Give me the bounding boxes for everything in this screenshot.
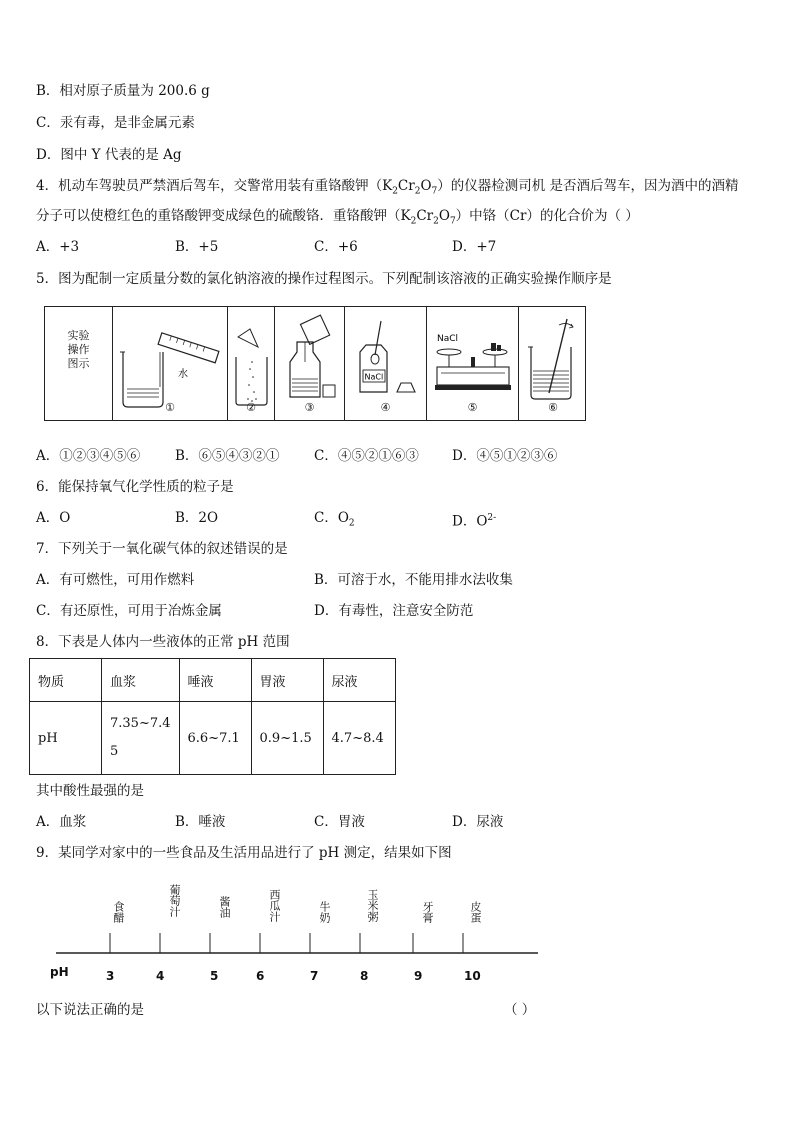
table-header-cell: 胃液 xyxy=(251,659,323,702)
table-cell: 4.7~8.4 xyxy=(323,702,395,775)
table-header-row xyxy=(30,659,396,702)
q6-option-d: D．$O^{2-}$ xyxy=(452,513,497,530)
q9-answer-paren: （ ） xyxy=(504,1002,536,1018)
scale-item-grape-juice: 葡萄汁 xyxy=(168,884,181,917)
table-cell: 7.35~7.4 5 xyxy=(102,702,180,775)
tick-label: 7 xyxy=(310,969,319,983)
q4-option-d: D．+7 xyxy=(452,239,497,255)
q7-option-a: A．有可燃性，可用作燃料 xyxy=(36,572,195,588)
ph-range-table xyxy=(29,658,396,775)
q5-option-b: B．⑥⑤④③②① xyxy=(175,448,280,464)
table-cell: 0.9~1.5 xyxy=(251,702,323,775)
q6-stem: 6．能保持氧气化学性质的粒子是 xyxy=(36,479,234,495)
step-1-pour-water: 水 ① xyxy=(112,307,227,420)
step-6-stir: ⑥ xyxy=(518,307,587,420)
q4-stem-line2: 分子可以使橙红色的重铬酸钾变成绿色的硫酸铬．重铬酸钾$(K_2Cr_2O_7)$中铬（Cr）的化合价为（ ） xyxy=(36,208,639,227)
svg-text:水: 水 xyxy=(178,369,188,380)
apparatus-figure xyxy=(44,306,586,421)
svg-text:NaCl: NaCl xyxy=(364,372,384,382)
step-3-pour-into-bottle: ③ xyxy=(274,307,344,420)
q8-option-d: D．尿液 xyxy=(452,814,504,830)
tick-label: 4 xyxy=(156,969,165,983)
scale-item-soy-sauce: 酱油 xyxy=(218,896,231,918)
scale-item-preserved-egg: 皮蛋 xyxy=(469,901,482,923)
q8-stem: 8．下表是人体内一些液体的正常 pH 范围 xyxy=(36,634,290,650)
scale-item-milk: 牛奶 xyxy=(318,901,331,923)
ph-axis-label: pH xyxy=(50,965,69,979)
q5-option-d: D．④⑤①②③⑥ xyxy=(452,448,558,464)
tick-label: 5 xyxy=(210,969,219,983)
table-cell: 6.6~7.1 xyxy=(179,702,251,775)
table-row xyxy=(30,702,396,775)
q5-option-c: C．④⑤②①⑥③ xyxy=(314,448,419,464)
q8-option-a: A．血浆 xyxy=(36,814,87,830)
table-cell: pH xyxy=(30,702,102,775)
table-header-cell: 物质 xyxy=(30,659,102,702)
scale-item-watermelon-juice: 西瓜汁 xyxy=(268,889,281,922)
q7-option-d: D．有毒性，注意安全防范 xyxy=(314,603,474,619)
table-header-cell: 唾液 xyxy=(179,659,251,702)
tick-label: 9 xyxy=(414,969,423,983)
q7-stem: 7．下列关于一氧化碳气体的叙述错误的是 xyxy=(36,541,288,557)
q4-stem-line1: 4．机动车驾驶员严禁酒后驾车，交警常用装有重铬酸钾$(K_2Cr_2O_7)$的仪器检测司机 是否酒后驾车，因为酒中的酒精 xyxy=(36,178,739,197)
q5-option-a: A．①②③④⑤⑥ xyxy=(36,448,141,464)
ph-scale-figure xyxy=(50,880,550,990)
q8-follow: 其中酸性最强的是 xyxy=(36,783,144,799)
svg-text:NaCl: NaCl xyxy=(437,334,459,344)
q8-option-b: B．唾液 xyxy=(175,814,226,830)
step-4-take-nacl: NaCl ④ xyxy=(344,307,426,420)
q8-option-c: C．胃液 xyxy=(314,814,365,830)
q3-option-c: C．汞有毒，是非金属元素 xyxy=(36,115,195,131)
q5-stem: 5．图为配制一定质量分数的氯化钠溶液的操作过程图示。下列配制该溶液的正确实验操作顺序是 xyxy=(36,271,612,287)
q4-option-b: B．+5 xyxy=(175,239,219,255)
tick-label: 6 xyxy=(256,969,265,983)
q4-option-a: A．+3 xyxy=(36,239,80,255)
q6-option-b: B．2O xyxy=(175,510,219,526)
scale-item-vinegar: 食醋 xyxy=(112,901,125,923)
q7-option-c: C．有还原性，可用于冶炼金属 xyxy=(36,603,222,619)
q9-follow: 以下说法正确的是 xyxy=(36,1002,144,1018)
figure-label-cell: 实验 操作 图示 xyxy=(67,329,90,370)
step-5-weigh-balance: NaCl ⑤ xyxy=(426,307,518,420)
q3-option-d: D．图中 Y 代表的是 Ag xyxy=(36,147,182,163)
q4-option-c: C．+6 xyxy=(314,239,358,255)
table-header-cell: 血浆 xyxy=(102,659,180,702)
scale-item-corn-porridge: 玉米粥 xyxy=(366,889,379,922)
q9-stem: 9．某同学对家中的一些食品及生活用品进行了 pH 测定，结果如下图 xyxy=(36,845,452,861)
scale-item-toothpaste: 牙膏 xyxy=(421,901,434,923)
table-header-cell: 尿液 xyxy=(323,659,395,702)
tick-label: 8 xyxy=(360,969,369,983)
q3-option-b: B．相对原子质量为 200.6 g xyxy=(36,83,210,99)
q6-option-c: C．$O_2$ xyxy=(314,510,355,529)
q7-option-b: B．可溶于水，不能用排水法收集 xyxy=(314,572,513,588)
q6-option-a: A．O xyxy=(36,510,71,526)
tick-label: 10 xyxy=(464,969,481,983)
step-2-pour-solid: ② xyxy=(227,307,274,420)
tick-label: 3 xyxy=(106,969,115,983)
